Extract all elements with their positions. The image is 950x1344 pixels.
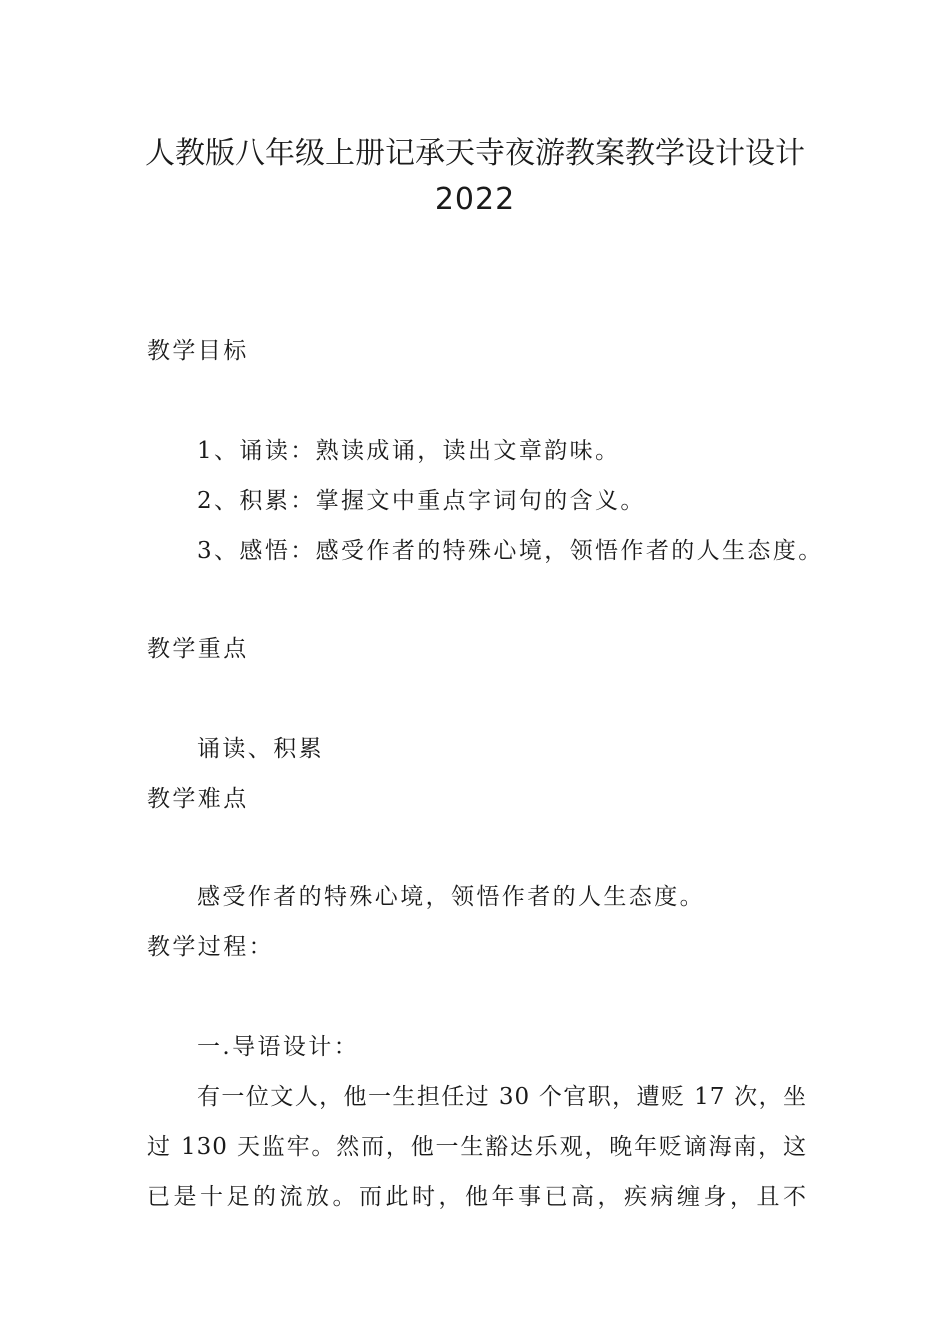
process-heading: 教学过程： [147,934,274,960]
difficulty-heading: 教学难点 [147,786,249,812]
key-points-heading: 教学重点 [147,636,249,662]
intro-paragraph-line: 有一位文人，他一生担任过 30 个官职，遭贬 17 次，坐 [197,1084,807,1110]
objective-item: 1、诵读：熟读成诵，读出文章韵味。 [197,438,621,464]
intro-heading: 一.导语设计： [197,1034,360,1060]
objective-item: 3、感悟：感受作者的特殊心境，领悟作者的人生态度。 [197,538,824,564]
key-points-text: 诵读、积累 [197,736,324,762]
objectives-heading: 教学目标 [147,338,249,364]
objective-item: 2、积累：掌握文中重点字词句的含义。 [197,488,646,514]
document-title: 人教版八年级上册记承天寺夜游教案教学设计设计 [145,136,805,171]
intro-paragraph-line: 已是十足的流放。而此时，他年事已高，疾病缠身，且不 [147,1184,807,1210]
document-title-year: 2022 [434,182,516,217]
difficulty-text: 感受作者的特殊心境，领悟作者的人生态度。 [197,884,705,910]
intro-paragraph-line: 过 130 天监牢。然而，他一生豁达乐观，晚年贬谪海南，这 [147,1134,807,1160]
